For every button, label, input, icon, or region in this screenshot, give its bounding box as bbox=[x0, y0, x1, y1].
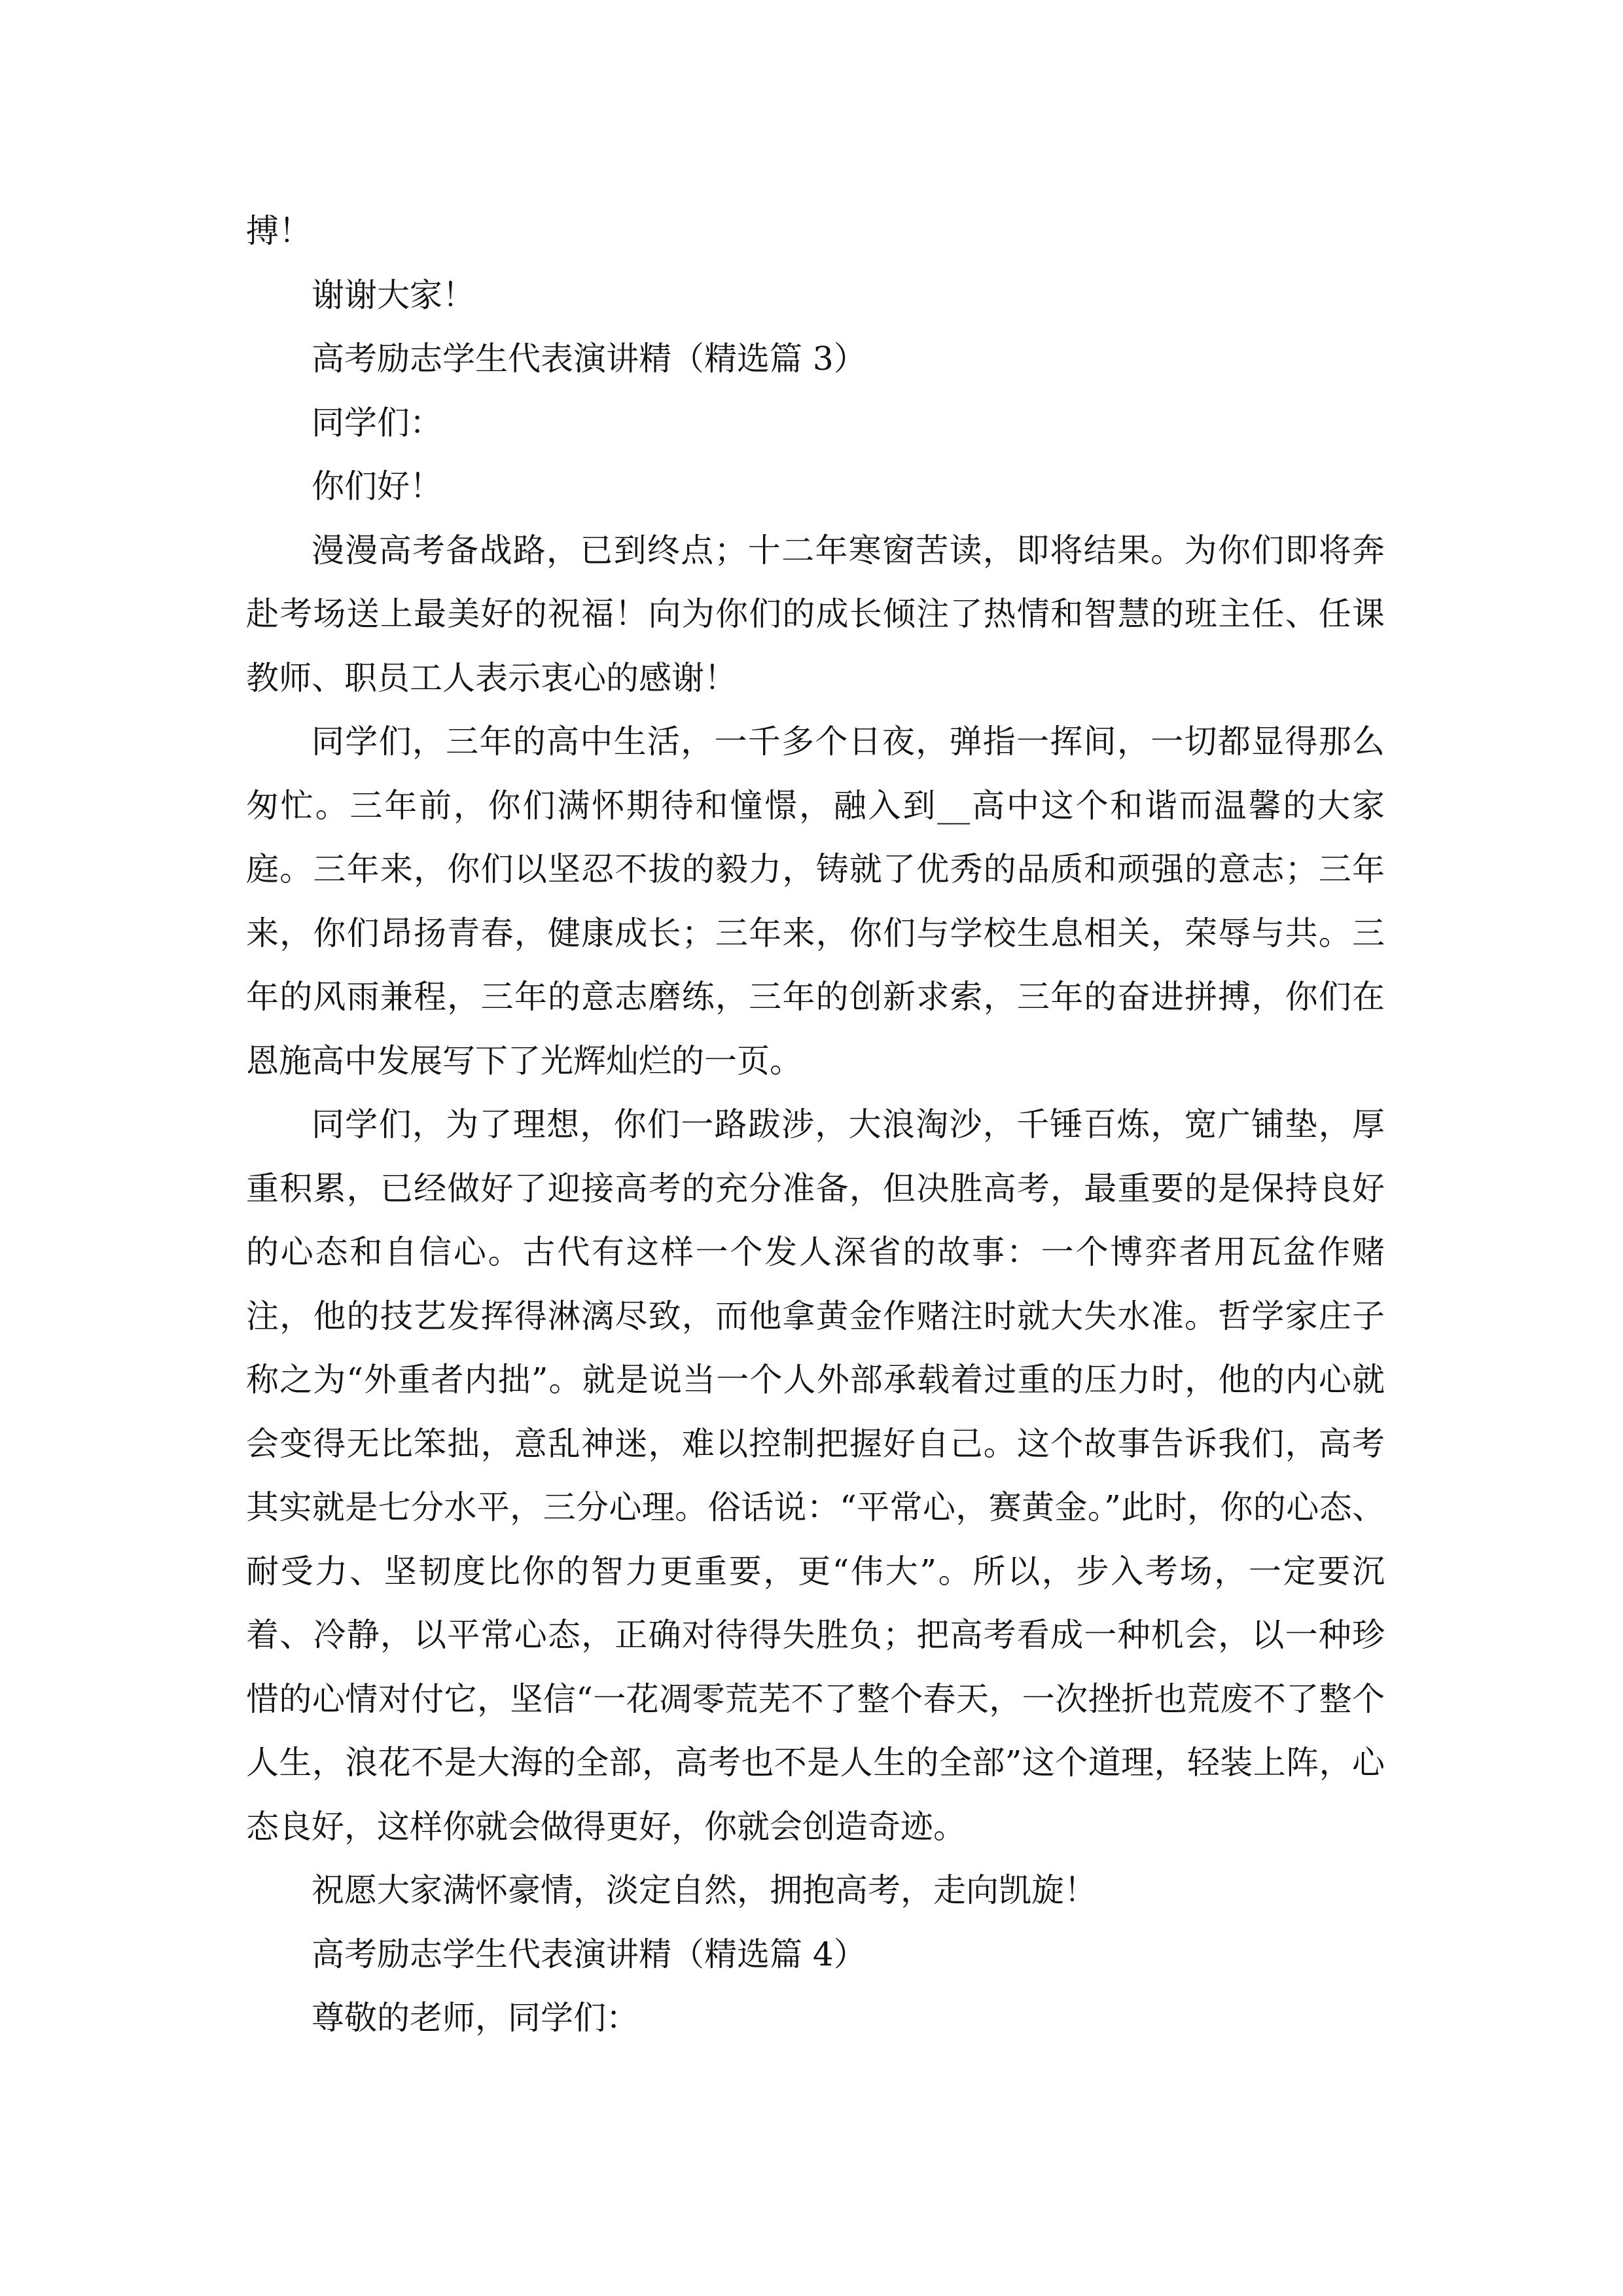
paragraph-greeting-classmates: 同学们： bbox=[312, 403, 442, 442]
document-body bbox=[246, 200, 1385, 2051]
paragraph-continuation: 搏！ bbox=[246, 212, 312, 250]
paragraph-mindset: 同学们，为了理想，你们一路跋涉，大浪淘沙，千锤百炼，宽广铺垫，厚重积累，已经做好了迎接高考的充分准备，但决胜高考，最重要的是保持良好的心态和自信心。古代有这样一个发人深省的故事：一个博弈者用瓦盆作赌注，他的技艺发挥得淋漓尽致，而他拿黄金作赌注时就大失水准。哲学家庄子称之为“外重者内拙”。就是说当一个人外部承载着过重的压力时，他的内心就会变得无比笨拙，意乱神迷，难以控制把握好自己。这个故事告诉我们，高考其实就是七分水平，三分心理。俗话说：“平常心，赛黄金。”此时，你的心态、耐受力、坚韧度比你的智力更重要，更“伟大”。所以，步入考场，一定要沉着、冷静，以平常心态，正确对待得失胜负；把高考看成一种机会，以一种珍惜的心情对付它，坚信“一花凋零荒芜不了整个春天，一次挫折也荒废不了整个人生，浪花不是大海的全部，高考也不是人生的全部”这个道理，轻装上阵，心态良好，这样你就会做得更好，你就会创造奇迹。 bbox=[246, 1105, 1385, 1846]
paragraph-wishes: 祝愿大家满怀豪情，淡定自然，拥抱高考，走向凯旋！ bbox=[312, 1871, 1097, 1909]
paragraph-thanks: 谢谢大家！ bbox=[312, 276, 475, 314]
section-title-4: 高考励志学生代表演讲精（精选篇 4） bbox=[312, 1935, 866, 1973]
paragraph-blessing: 漫漫高考备战路，已到终点；十二年寒窗苦读，即将结果。为你们即将奔赴考场送上最美好的祝福！向为你们的成长倾注了热情和智慧的班主任、任课教师、职员工人表示衷心的感谢！ bbox=[246, 531, 1385, 697]
paragraph-salutation: 尊敬的老师，同学们： bbox=[312, 1999, 639, 2037]
section-title-3: 高考励志学生代表演讲精（精选篇 3） bbox=[312, 340, 866, 378]
paragraph-three-years: 同学们，三年的高中生活，一千多个日夜，弹指一挥间，一切都显得那么匆忙。三年前，你们满怀期待和憧憬，融入到__高中这个和谐而温馨的大家庭。三年来，你们以坚忍不拔的毅力，铸就了优秀的品质和顽强的意志；三年来，你们昂扬青春，健康成长；三年来，你们与学校生息相关，荣辱与共。三年的风雨兼程，三年的意志磨练，三年的创新求索，三年的奋进拼搏，你们在恩施高中发展写下了光辉灿烂的一页。 bbox=[246, 723, 1385, 1080]
paragraph-hello: 你们好！ bbox=[312, 467, 442, 505]
